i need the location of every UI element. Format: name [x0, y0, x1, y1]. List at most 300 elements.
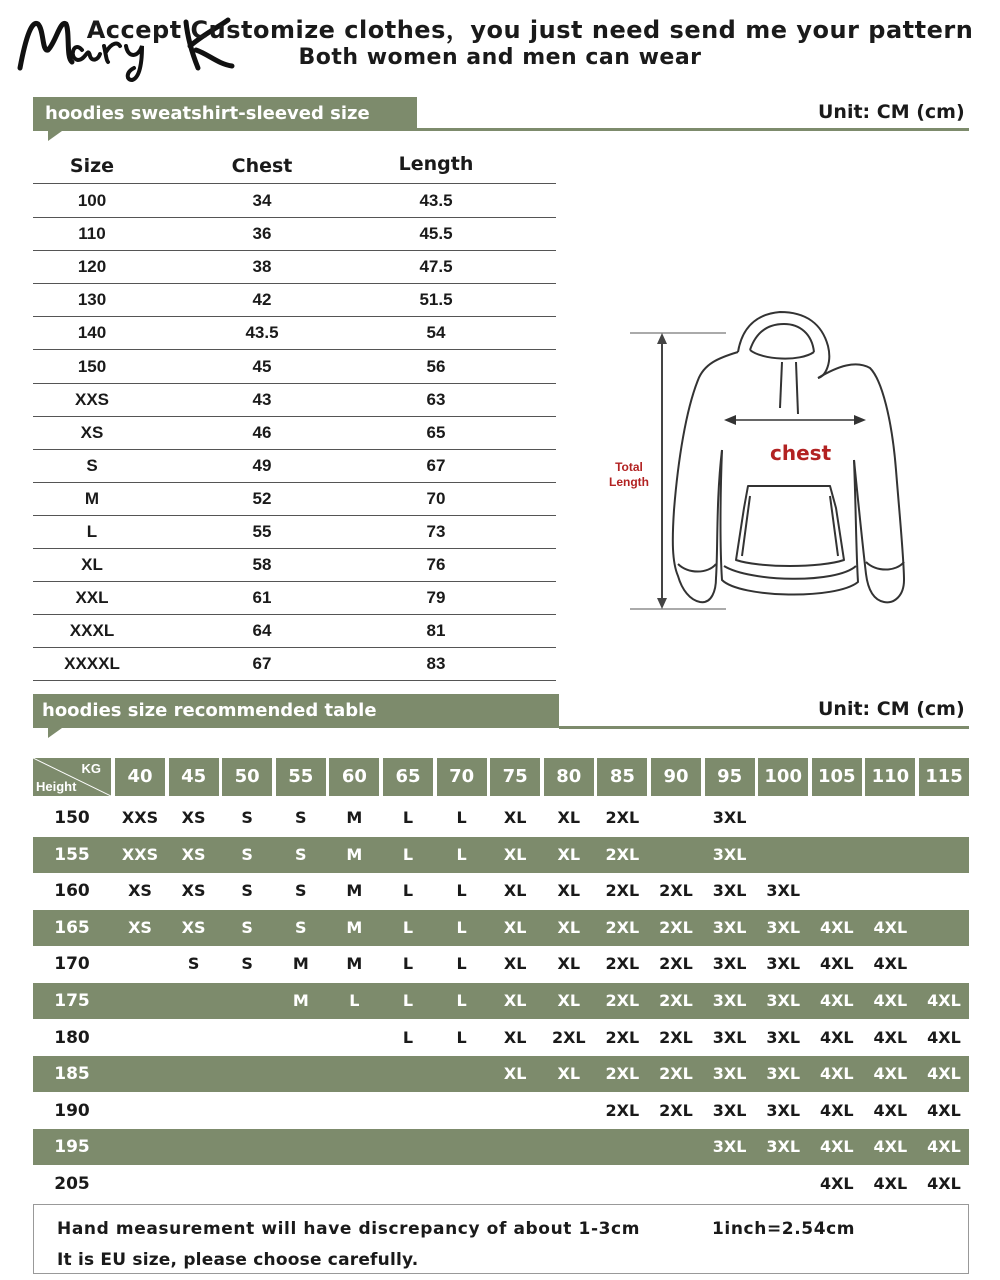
size-recommendation-cell: [113, 1056, 167, 1092]
size-recommendation-cell: [863, 837, 917, 873]
length-cell: 81: [426, 621, 446, 641]
weight-header-cell: 60: [329, 758, 379, 796]
size-recommendation-cell: [756, 1166, 810, 1202]
size-recommendation-cell: [810, 873, 864, 909]
chest-cell: 61: [252, 588, 272, 608]
size-recommendation-cell: S: [295, 881, 307, 901]
chest-cell: 52: [252, 488, 272, 508]
note-discrepancy: Hand measurement will have discrepancy of about 1-3cm: [57, 1219, 641, 1239]
size-recommendation-cell: 4XL: [873, 954, 908, 974]
notes-box: [33, 1204, 969, 1274]
note-inch-conversion: 1inch=2.54cm: [712, 1219, 856, 1239]
size-recommendation-cell: [381, 1166, 435, 1202]
size-recommendation-cell: 2XL: [605, 917, 640, 937]
size-recommendation-cell: 3XL: [766, 1137, 801, 1157]
size-recommendation-cell: [435, 1166, 489, 1202]
size-recommendation-cell: XL: [503, 1064, 527, 1084]
chest-cell: 38: [252, 257, 272, 277]
length-cell: 45.5: [419, 224, 453, 244]
chest-cell: 58: [252, 555, 272, 575]
size-table-title: hoodies sweatshirt-sleeved size table: [45, 103, 370, 158]
size-recommendation-cell: XL: [503, 1027, 527, 1047]
length-cell: 56: [426, 356, 446, 376]
size-recommendation-cell: [274, 1166, 328, 1202]
size-recommendation-cell: 2XL: [605, 844, 640, 864]
height-cell: 155: [54, 844, 90, 865]
size-recommendation-cell: [274, 1129, 328, 1165]
size-table-row: [33, 416, 556, 450]
weight-header-cell: 95: [705, 758, 755, 796]
weight-header-cell: 50: [222, 758, 272, 796]
size-recommendation-cell: S: [295, 844, 307, 864]
weight-header-cell: 55: [276, 758, 326, 796]
size-recommendation-cell: [435, 1129, 489, 1165]
weight-header-cell: 115: [919, 758, 969, 796]
height-cell: 150: [54, 808, 90, 828]
size-recommendation-cell: 2XL: [659, 881, 693, 901]
height-cell: 195: [54, 1137, 90, 1158]
size-table-row: [33, 283, 556, 317]
total-length-line2: Length: [609, 475, 649, 489]
rec-table-row: [33, 983, 969, 1019]
height-cell: 165: [54, 917, 90, 938]
size-recommendation-cell: M: [346, 881, 363, 901]
chest-cell: 42: [252, 290, 272, 310]
size-recommendation-cell: S: [241, 881, 253, 901]
length-cell: 51.5: [419, 290, 453, 310]
rec-table-row: [33, 1056, 969, 1092]
size-table-row: [33, 350, 556, 384]
size-recommendation-cell: XXS: [121, 808, 159, 827]
size-recommendation-cell: [435, 1093, 489, 1129]
size-recommendation-cell: S: [241, 844, 253, 864]
rec-table-row: [33, 873, 969, 909]
size-recommendation-cell: 4XL: [873, 1100, 908, 1120]
size-recommendation-cell: S: [241, 808, 253, 827]
size-recommendation-cell: M: [292, 991, 309, 1010]
size-recommendation-cell: 4XL: [873, 1027, 908, 1047]
size-recommendation-cell: [810, 800, 864, 836]
size-recommendation-cell: [381, 1129, 435, 1165]
size-recommendation-cell: 3XL: [766, 1100, 801, 1120]
size-recommendation-cell: 3XL: [712, 1064, 747, 1084]
length-cell: 70: [426, 488, 446, 508]
chest-cell: 46: [252, 422, 272, 442]
size-cell: L: [86, 522, 98, 541]
chest-cell: 67: [252, 654, 272, 674]
size-table-row: [33, 515, 556, 549]
size-recommendation-cell: 4XL: [927, 1064, 961, 1084]
size-recommendation-cell: [649, 1129, 703, 1165]
size-recommendation-cell: XS: [181, 917, 206, 937]
size-recommendation-cell: [113, 1166, 167, 1202]
weight-header-cell: 75: [490, 758, 540, 796]
size-recommendation-cell: S: [295, 917, 307, 937]
size-recommendation-cell: L: [456, 844, 467, 864]
size-recommendation-cell: L: [402, 808, 414, 827]
size-recommendation-cell: [327, 1056, 381, 1092]
size-recommendation-cell: [649, 800, 703, 836]
size-recommendation-cell: L: [402, 881, 414, 901]
size-recommendation-cell: [220, 1093, 274, 1129]
rec-table-row: [33, 1129, 969, 1165]
size-recommendation-cell: 2XL: [659, 1027, 693, 1047]
size-recommendation-cell: [595, 1129, 649, 1165]
size-recommendation-cell: L: [402, 917, 414, 937]
size-recommendation-cell: S: [187, 954, 200, 974]
size-table-row: [33, 217, 556, 251]
weight-header-cell: 105: [812, 758, 862, 796]
size-recommendation-cell: 3XL: [712, 808, 747, 827]
size-recommendation-cell: [917, 873, 971, 909]
chest-cell: 45: [252, 356, 272, 376]
weight-header-cell: 70: [437, 758, 487, 796]
size-recommendation-cell: 2XL: [605, 1100, 640, 1120]
size-recommendation-cell: 4XL: [927, 991, 961, 1010]
height-cell: 190: [54, 1100, 90, 1121]
size-recommendation-cell: 4XL: [873, 1064, 908, 1084]
chest-header: Chest: [231, 155, 293, 177]
size-recommendation-cell: [327, 1166, 381, 1202]
chest-cell: 49: [252, 455, 272, 475]
size-recommendation-cell: 4XL: [927, 1100, 961, 1120]
length-cell: 65: [426, 422, 446, 442]
size-cell: 130: [77, 290, 107, 310]
size-recommendation-cell: [435, 1056, 489, 1092]
size-recommendation-cell: L: [456, 1027, 467, 1047]
size-recommendation-cell: M: [292, 954, 309, 974]
size-recommendation-cell: 2XL: [605, 1027, 640, 1047]
size-cell: 150: [77, 356, 107, 376]
size-table-row: [33, 250, 556, 284]
rec-table-row: [33, 1020, 969, 1056]
size-recommendation-cell: 2XL: [659, 917, 693, 937]
size-recommendation-cell: XS: [128, 917, 152, 937]
size-recommendation-cell: XL: [503, 954, 527, 974]
size-table-row: [33, 449, 556, 483]
size-cell: 120: [77, 257, 107, 277]
size-recommendation-cell: [488, 1129, 542, 1165]
size-recommendation-cell: [327, 1093, 381, 1129]
size-recommendation-cell: [488, 1166, 542, 1202]
size-recommendation-cell: 3XL: [712, 844, 747, 864]
size-recommendation-cell: [167, 1129, 221, 1165]
size-table-row: [33, 548, 556, 582]
height-cell: 175: [54, 991, 90, 1011]
size-recommendation-cell: 3XL: [712, 954, 747, 974]
size-recommendation-cell: [756, 800, 810, 836]
size-recommendation-cell: 4XL: [873, 991, 908, 1010]
note-eu-size: It is EU size, please choose carefully.: [57, 1250, 419, 1270]
size-recommendation-cell: S: [241, 917, 253, 937]
weight-header-cell: 110: [865, 758, 915, 796]
size-table-title-pointer: [48, 131, 62, 141]
size-recommendation-cell: XL: [557, 844, 581, 864]
total-length-line1: Total: [615, 460, 643, 474]
size-recommendation-cell: 4XL: [873, 1137, 908, 1157]
size-recommendation-cell: XL: [557, 1064, 581, 1084]
size-recommendation-cell: XS: [181, 844, 206, 864]
size-table-row: [33, 647, 556, 681]
size-table-row: [33, 581, 556, 615]
size-recommendation-cell: XL: [557, 808, 581, 827]
headline-customize: Accept Customize clothes，you just need send me your pattern: [86, 16, 974, 44]
size-recommendation-cell: 3XL: [712, 1100, 747, 1120]
size-recommendation-cell: 4XL: [873, 1174, 908, 1193]
size-recommendation-cell: XL: [557, 881, 581, 901]
length-cell: 67: [426, 455, 446, 475]
size-recommendation-cell: M: [346, 954, 363, 974]
size-recommendation-cell: [167, 1166, 221, 1202]
size-recommendation-cell: 2XL: [605, 881, 640, 901]
size-recommendation-cell: XL: [503, 991, 527, 1010]
size-recommendation-cell: [810, 837, 864, 873]
kg-height-corner: [33, 758, 111, 796]
size-cell: 110: [78, 224, 106, 244]
length-cell: 43.5: [419, 191, 453, 210]
size-recommendation-cell: XL: [557, 954, 581, 974]
total-length-label: [604, 460, 654, 490]
size-recommendation-cell: L: [456, 991, 467, 1010]
size-recommendation-cell: L: [402, 991, 414, 1010]
size-recommendation-cell: XS: [181, 808, 206, 827]
size-cell: XXL: [75, 588, 109, 608]
size-recommendation-cell: 2XL: [659, 1064, 693, 1084]
size-recommendation-cell: [863, 800, 917, 836]
weight-header-cell: 85: [597, 758, 647, 796]
size-cell: S: [86, 455, 98, 475]
rec-table-title: hoodies size recommended table: [42, 700, 377, 721]
size-recommendation-cell: L: [456, 917, 467, 937]
size-recommendation-cell: S: [241, 954, 253, 974]
size-recommendation-cell: XL: [503, 808, 527, 827]
size-recommendation-cell: 2XL: [659, 991, 693, 1010]
size-recommendation-cell: [381, 1056, 435, 1092]
length-cell: 54: [426, 323, 446, 343]
size-recommendation-cell: XS: [128, 881, 152, 901]
chest-cell: 55: [252, 522, 272, 541]
size-recommendation-cell: 3XL: [712, 1137, 747, 1157]
size-recommendation-cell: 2XL: [605, 954, 640, 974]
size-recommendation-cell: [167, 1093, 221, 1129]
size-recommendation-cell: [220, 1129, 274, 1165]
kg-label: KG: [81, 761, 101, 776]
size-recommendation-cell: 4XL: [819, 1174, 854, 1193]
size-recommendation-cell: [756, 837, 810, 873]
headline-wear: Both women and men can wear: [298, 45, 702, 70]
length-cell: 76: [426, 555, 446, 575]
size-table-row: [33, 482, 556, 516]
size-recommendation-cell: [220, 983, 274, 1019]
size-recommendation-cell: [381, 1093, 435, 1129]
size-recommendation-cell: [167, 1056, 221, 1092]
size-recommendation-cell: 3XL: [712, 1027, 747, 1047]
size-cell: 140: [77, 323, 107, 343]
rec-table-row: [33, 946, 969, 982]
rec-table-row: [33, 910, 969, 946]
chest-cell: 43: [252, 389, 272, 409]
weight-header-cell: 40: [115, 758, 165, 796]
size-header: Size: [69, 155, 115, 177]
rec-table-divider: [559, 726, 969, 729]
rec-table-row: [33, 1093, 969, 1129]
size-recommendation-cell: 4XL: [819, 1064, 854, 1084]
size-recommendation-cell: 3XL: [766, 1027, 801, 1047]
chest-label: chest: [770, 441, 832, 465]
size-recommendation-cell: S: [295, 808, 307, 827]
length-cell: 63: [426, 389, 446, 409]
size-recommendation-cell: XL: [557, 991, 581, 1010]
chest-cell: 36: [252, 224, 272, 244]
size-recommendation-cell: [113, 1093, 167, 1129]
size-recommendation-cell: XL: [503, 917, 527, 937]
size-cell: M: [84, 488, 100, 508]
size-recommendation-cell: 4XL: [927, 1027, 961, 1047]
size-recommendation-cell: 3XL: [712, 917, 747, 937]
size-recommendation-cell: L: [456, 881, 467, 901]
size-recommendation-cell: L: [402, 844, 414, 864]
size-recommendation-cell: [113, 1020, 167, 1056]
size-cell: XXXL: [69, 621, 115, 641]
size-recommendation-cell: L: [456, 954, 467, 974]
size-recommendation-cell: [220, 1056, 274, 1092]
size-recommendation-cell: [488, 1093, 542, 1129]
size-recommendation-cell: [649, 1166, 703, 1202]
size-recommendation-cell: 4XL: [819, 1137, 854, 1157]
size-recommendation-cell: 3XL: [766, 881, 801, 901]
size-cell: XS: [80, 422, 104, 442]
size-recommendation-cell: [917, 800, 971, 836]
size-recommendation-cell: M: [346, 844, 363, 864]
size-recommendation-cell: [220, 1166, 274, 1202]
length-cell: 73: [426, 522, 446, 541]
size-table-row: [33, 316, 556, 350]
size-table-divider: [417, 128, 969, 131]
chest-cell: 43.5: [245, 323, 279, 343]
weight-header-cell: 90: [651, 758, 701, 796]
size-recommendation-cell: 4XL: [819, 1100, 854, 1120]
length-cell: 47.5: [419, 257, 453, 277]
size-cell: 100: [77, 191, 107, 210]
rec-table-header: [33, 758, 969, 796]
size-recommendation-cell: [649, 837, 703, 873]
size-table-row: [33, 383, 556, 417]
size-recommendation-cell: [274, 1093, 328, 1129]
size-cell: XXS: [74, 389, 110, 409]
size-recommendation-cell: [595, 1166, 649, 1202]
size-recommendation-cell: 4XL: [819, 917, 854, 937]
weight-header-cell: 45: [169, 758, 219, 796]
size-recommendation-cell: 3XL: [766, 954, 801, 974]
size-table-row: [33, 184, 556, 218]
size-recommendation-cell: [167, 1020, 221, 1056]
size-recommendation-cell: [703, 1166, 757, 1202]
weight-header-cell: 65: [383, 758, 433, 796]
size-recommendation-cell: [327, 1129, 381, 1165]
size-recommendation-cell: L: [402, 1027, 414, 1047]
size-recommendation-cell: [542, 1129, 596, 1165]
size-recommendation-cell: L: [402, 954, 414, 974]
size-recommendation-cell: 3XL: [712, 881, 747, 901]
size-table-unit: Unit: CM (cm): [818, 101, 965, 123]
height-label: Height: [36, 779, 77, 794]
weight-header-cell: 80: [544, 758, 594, 796]
size-recommendation-cell: [542, 1166, 596, 1202]
size-recommendation-cell: 3XL: [712, 991, 747, 1010]
size-recommendation-cell: [220, 1020, 274, 1056]
size-recommendation-cell: 2XL: [659, 1100, 693, 1120]
size-recommendation-cell: 3XL: [766, 1064, 801, 1084]
size-cell: XL: [81, 555, 103, 575]
height-cell: 180: [54, 1027, 90, 1048]
length-cell: 79: [426, 588, 446, 608]
size-recommendation-cell: 4XL: [819, 991, 854, 1010]
height-cell: 160: [54, 881, 90, 902]
size-recommendation-cell: 2XL: [605, 808, 640, 827]
size-recommendation-cell: 2XL: [659, 954, 693, 974]
size-recommendation-cell: [113, 983, 167, 1019]
size-recommendation-cell: M: [346, 917, 363, 937]
weight-header-cell: 100: [758, 758, 808, 796]
size-table-title-bar: [33, 97, 417, 158]
height-cell: 205: [54, 1174, 90, 1194]
size-recommendation-cell: 3XL: [766, 991, 801, 1010]
height-cell: 185: [54, 1064, 90, 1085]
size-recommendation-cell: XXS: [121, 844, 159, 864]
rec-table-title-pointer: [48, 728, 62, 738]
size-recommendation-cell: 2XL: [605, 1064, 640, 1084]
size-cell: XXXXL: [64, 654, 120, 674]
size-recommendation-cell: XL: [503, 844, 527, 864]
size-recommendation-cell: [917, 837, 971, 873]
length-header: Length: [398, 153, 474, 175]
size-recommendation-cell: [863, 873, 917, 909]
chest-cell: 34: [252, 191, 272, 210]
size-recommendation-cell: 3XL: [766, 917, 801, 937]
size-recommendation-cell: [542, 1093, 596, 1129]
size-recommendation-cell: 2XL: [551, 1027, 586, 1047]
size-recommendation-cell: [274, 1056, 328, 1092]
size-table-row: [33, 614, 556, 648]
size-recommendation-cell: M: [346, 808, 363, 827]
rec-table-row: [33, 800, 969, 836]
size-recommendation-cell: [167, 983, 221, 1019]
size-recommendation-cell: L: [456, 808, 467, 827]
size-recommendation-cell: [917, 946, 971, 982]
size-recommendation-cell: 4XL: [819, 1027, 854, 1047]
size-recommendation-cell: XL: [503, 881, 527, 901]
size-recommendation-cell: 4XL: [927, 1137, 961, 1157]
size-recommendation-cell: [917, 910, 971, 946]
size-recommendation-cell: XS: [181, 881, 206, 901]
size-recommendation-cell: [327, 1020, 381, 1056]
size-recommendation-cell: 4XL: [873, 917, 908, 937]
rec-table-row: [33, 1166, 969, 1202]
height-cell: 170: [54, 954, 90, 975]
rec-table-title-bar: [33, 694, 559, 728]
length-cell: 83: [426, 654, 446, 674]
size-recommendation-cell: 4XL: [927, 1174, 961, 1193]
size-recommendation-cell: XL: [557, 917, 581, 937]
size-recommendation-cell: [113, 1129, 167, 1165]
size-recommendation-cell: L: [349, 991, 360, 1010]
rec-table-unit: Unit: CM (cm): [818, 698, 965, 720]
size-recommendation-cell: 4XL: [819, 954, 854, 974]
size-recommendation-cell: [113, 946, 167, 982]
size-recommendation-cell: [274, 1020, 328, 1056]
rec-table-row: [33, 837, 969, 873]
size-recommendation-cell: 2XL: [605, 991, 640, 1010]
